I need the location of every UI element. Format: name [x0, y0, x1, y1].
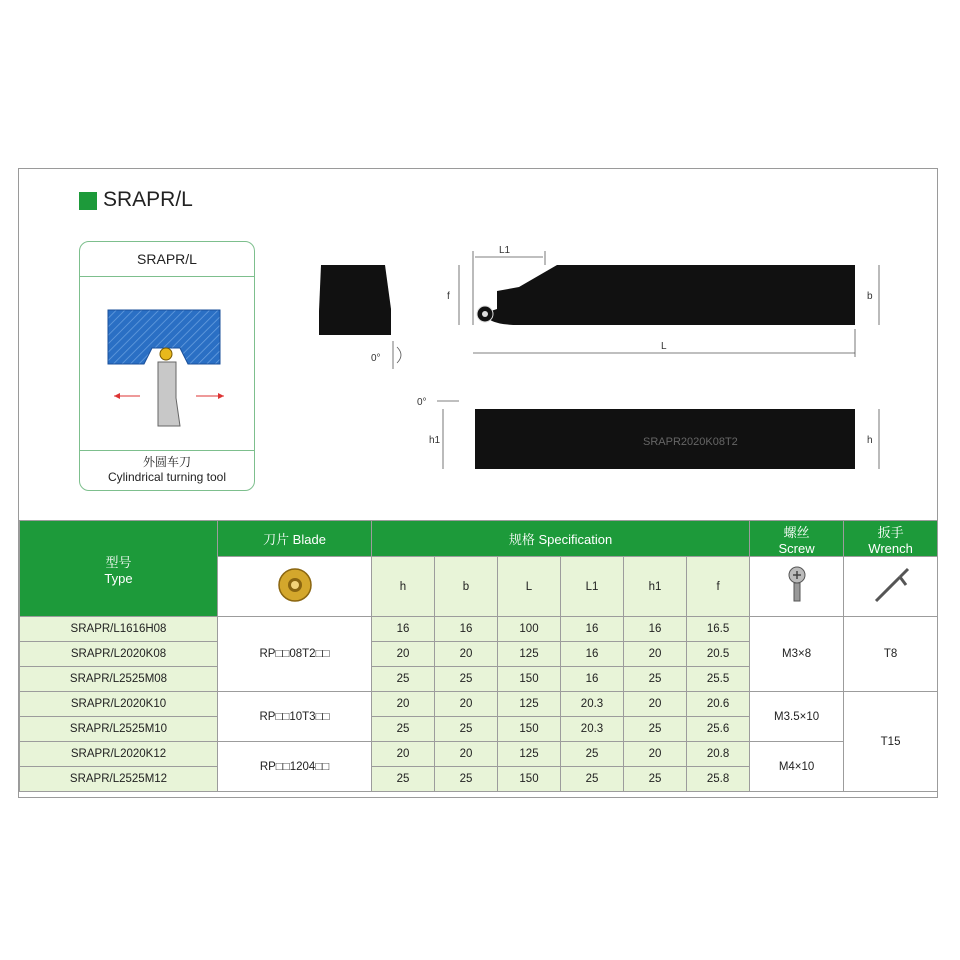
- screw-cell: M3.5×10: [750, 692, 844, 742]
- engraving-text: SRAPR2020K08T2: [643, 436, 738, 448]
- value-cell: 25: [372, 667, 435, 692]
- value-cell: 25.8: [687, 767, 750, 792]
- top-view-shape: [485, 265, 855, 325]
- value-cell: 25: [435, 667, 498, 692]
- value-cell: 150: [498, 767, 561, 792]
- type-cell: SRAPR/L2525M10: [20, 717, 218, 742]
- value-cell: 25: [561, 767, 624, 792]
- col-L1: L1: [561, 557, 624, 617]
- value-cell: 25: [372, 717, 435, 742]
- value-cell: 20.5: [687, 642, 750, 667]
- wrench-icon: [866, 563, 916, 607]
- screw-cell: M4×10: [750, 742, 844, 792]
- value-cell: 125: [498, 742, 561, 767]
- value-cell: 25.5: [687, 667, 750, 692]
- col-L: L: [498, 557, 561, 617]
- screw-image-cell: [750, 557, 844, 617]
- value-cell: 20: [435, 692, 498, 717]
- blade-cell: RP□□10T3□□: [218, 692, 372, 742]
- type-cell: SRAPR/L2020K08: [20, 642, 218, 667]
- value-cell: 20.3: [561, 692, 624, 717]
- spec-sheet: [18, 168, 938, 798]
- dim-L-label: L: [661, 341, 667, 352]
- caption-en: Cylindrical turning tool: [107, 470, 227, 484]
- col-b: b: [435, 557, 498, 617]
- dim-h1-label: h1: [429, 435, 441, 446]
- value-cell: 25: [435, 767, 498, 792]
- value-cell: 20: [624, 642, 687, 667]
- insert-icon: [275, 565, 315, 605]
- dim-f-label: f: [447, 291, 450, 302]
- value-cell: 20.8: [687, 742, 750, 767]
- page-title: SRAPR/L: [103, 188, 193, 211]
- angle-label-1: 0°: [371, 353, 381, 364]
- value-cell: 16.5: [687, 617, 750, 642]
- col-f: f: [687, 557, 750, 617]
- value-cell: 25: [372, 767, 435, 792]
- type-cell: SRAPR/L2020K12: [20, 742, 218, 767]
- blade-cell: RP□□08T2□□: [218, 617, 372, 692]
- value-cell: 20: [624, 742, 687, 767]
- value-cell: 20: [435, 642, 498, 667]
- value-cell: 125: [498, 642, 561, 667]
- wrench-cell: T8: [844, 617, 938, 692]
- screw-cell: M3×8: [750, 617, 844, 692]
- type-header: 型号 Type: [20, 521, 218, 617]
- value-cell: 125: [498, 692, 561, 717]
- value-cell: 16: [561, 667, 624, 692]
- value-cell: 16: [372, 617, 435, 642]
- value-cell: 16: [561, 642, 624, 667]
- type-cell: SRAPR/L1616H08: [20, 617, 218, 642]
- dim-b-label: b: [867, 291, 873, 302]
- col-h1: h1: [624, 557, 687, 617]
- type-cell: SRAPR/L2020K10: [20, 692, 218, 717]
- value-cell: 20: [372, 642, 435, 667]
- value-cell: 16: [624, 617, 687, 642]
- value-cell: 20: [435, 742, 498, 767]
- blade-cell: RP□□1204□□: [218, 742, 372, 792]
- wrench-header: 扳手 Wrench: [844, 521, 938, 557]
- value-cell: 25: [624, 667, 687, 692]
- col-h: h: [372, 557, 435, 617]
- value-cell: 25: [624, 767, 687, 792]
- value-cell: 20.3: [561, 717, 624, 742]
- value-cell: 25: [435, 717, 498, 742]
- screw-header: 螺丝 Screw: [750, 521, 844, 557]
- screw-icon: [777, 563, 817, 607]
- angle-label-2: 0°: [417, 397, 427, 408]
- value-cell: 20: [372, 742, 435, 767]
- blade-header: 刀片 Blade: [218, 521, 372, 557]
- dim-L1-label: L1: [499, 245, 511, 256]
- type-cell: SRAPR/L2525M08: [20, 667, 218, 692]
- value-cell: 16: [561, 617, 624, 642]
- value-cell: 25.6: [687, 717, 750, 742]
- value-cell: 25: [561, 742, 624, 767]
- value-cell: 100: [498, 617, 561, 642]
- value-cell: 20: [372, 692, 435, 717]
- tool-drawing: [19, 169, 939, 509]
- value-cell: 25: [624, 717, 687, 742]
- spec-header: 规格 Specification: [372, 521, 750, 557]
- dim-h-label: h: [867, 435, 873, 446]
- wrench-image-cell: [844, 557, 938, 617]
- value-cell: 150: [498, 667, 561, 692]
- type-cell: SRAPR/L2525M12: [20, 767, 218, 792]
- wrench-cell: T15: [844, 692, 938, 792]
- value-cell: 150: [498, 717, 561, 742]
- card-heading: SRAPR/L: [80, 242, 254, 277]
- value-cell: 20: [624, 692, 687, 717]
- value-cell: 16: [435, 617, 498, 642]
- spec-table: [19, 520, 938, 792]
- caption-cn: 外圆车刀: [142, 455, 191, 469]
- value-cell: 20.6: [687, 692, 750, 717]
- end-view-shape: [319, 265, 391, 335]
- blade-image-cell: [218, 557, 372, 617]
